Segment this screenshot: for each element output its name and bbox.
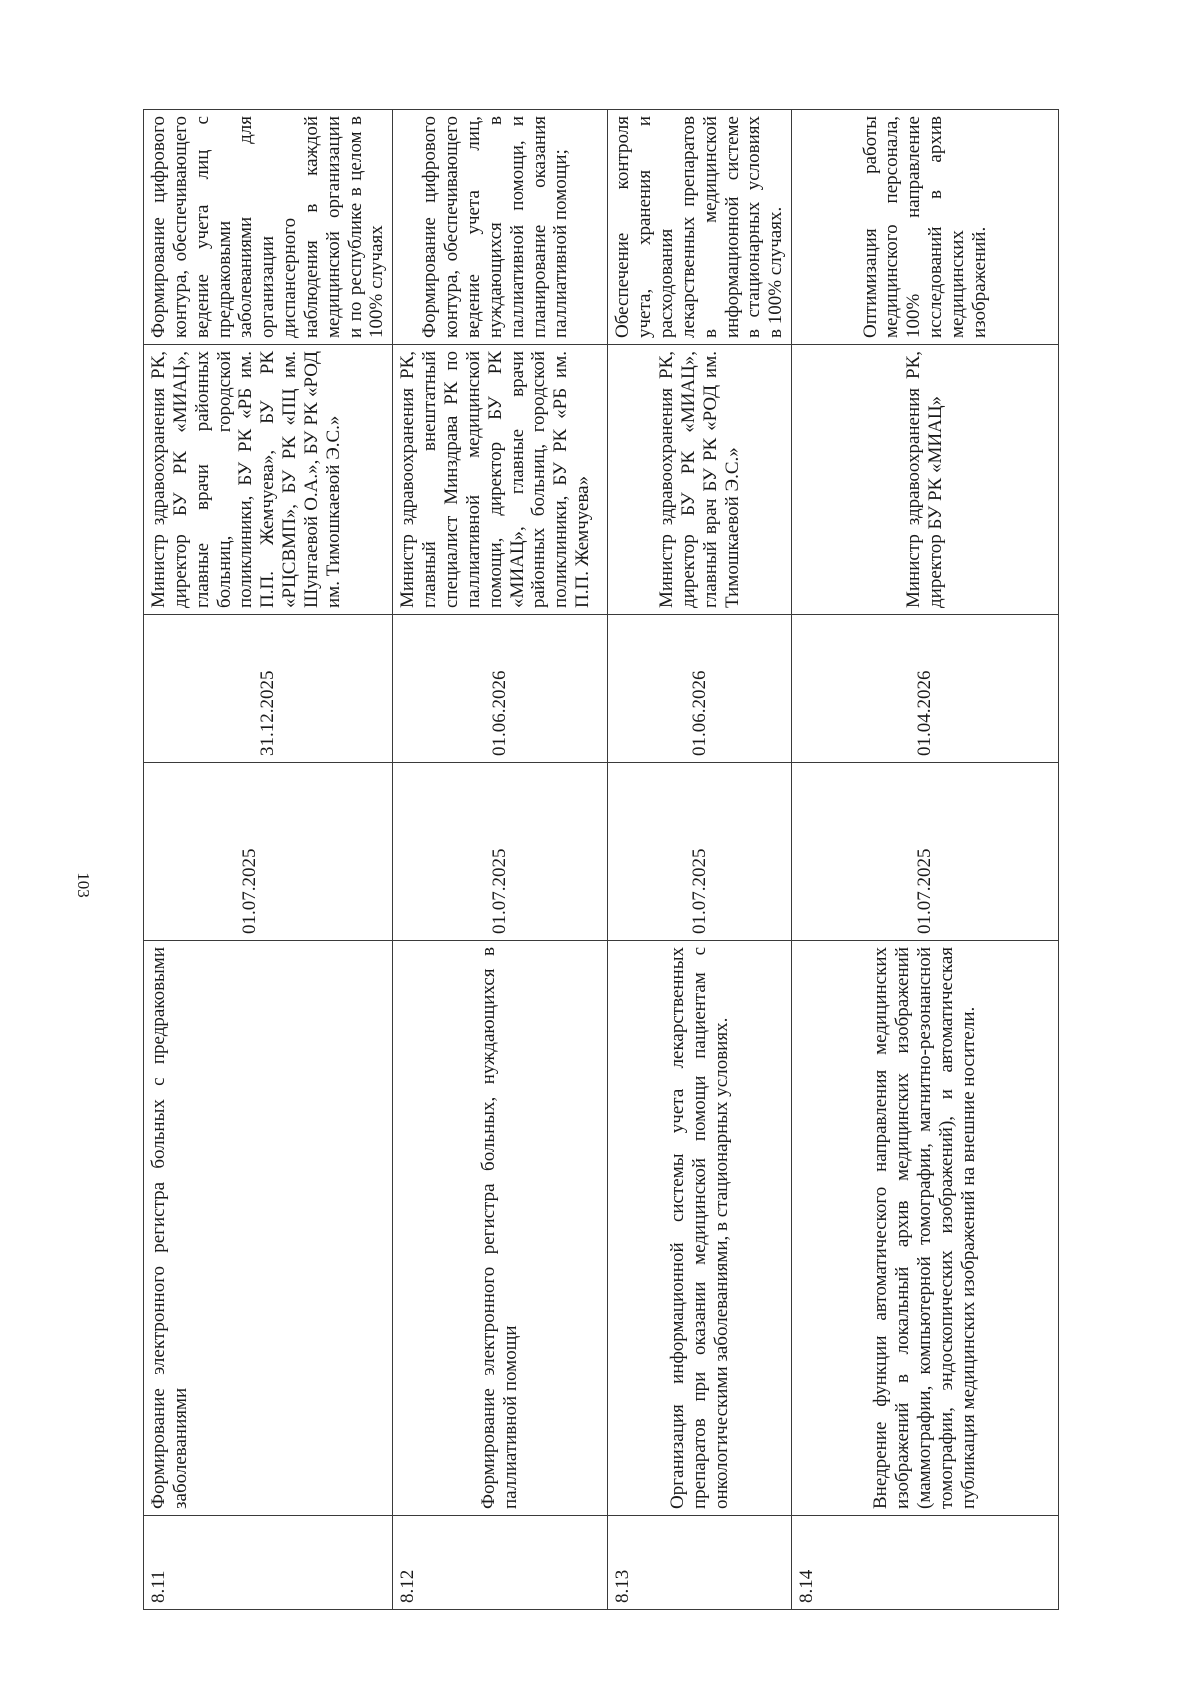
table-row xyxy=(144,110,393,1610)
row-number: 8.14 xyxy=(792,1516,1059,1610)
responsible-cell: Министр здравоохранения РК, директор БУ РК «МИАЦ» xyxy=(792,345,1059,615)
end-date-cell: 01.06.2026 xyxy=(608,615,792,763)
table-row xyxy=(393,110,608,1610)
end-date-cell: 01.04.2026 xyxy=(792,615,1059,763)
task-cell: Формирование электронного регистра больных с предраковыми заболеваниями xyxy=(144,941,393,1516)
rotated-table-container xyxy=(143,110,990,1610)
end-date-cell: 31.12.2025 xyxy=(144,615,393,763)
table-row xyxy=(792,110,1059,1610)
responsible-cell: Министр здравоохранения РК, директор БУ РК «МИАЦ», главный врач БУ РК «РОД им. Тимошкаевой Э.С.» xyxy=(608,345,792,615)
start-date-cell: 01.07.2025 xyxy=(144,763,393,941)
result-cell: Обеспечение контроля учета, хранения и расходования лекарственных препаратов в медицинской информационной системе в стационарных условиях в 100% случаях. xyxy=(608,110,792,345)
row-number: 8.11 xyxy=(144,1516,393,1610)
task-cell: Внедрение функции автоматического направления медицинских изображений в локальный архив медицинских изображений (маммографии, компьютерной томографии, магнитно-резонансной томографии, эндоскопических изображений), и автоматическая публикация медицинских изображений на внешние носители. xyxy=(792,941,1059,1516)
end-date-cell: 01.06.2026 xyxy=(393,615,608,763)
row-number: 8.12 xyxy=(393,1516,608,1610)
start-date-cell: 01.07.2025 xyxy=(792,763,1059,941)
table-row xyxy=(608,110,792,1610)
start-date-cell: 01.07.2025 xyxy=(393,763,608,941)
task-cell: Формирование электронного регистра больных, нуждающихся в паллиативной помощи xyxy=(393,941,608,1516)
task-cell: Организация информационной системы учета лекарственных препаратов при оказании медицинской помощи пациентам с онкологическими заболеваниями, в стационарных условиях. xyxy=(608,941,792,1516)
responsible-cell: Министр здравоохранения РК, директор БУ РК «МИАЦ», главные врачи районных больниц, городской поликлиники, БУ РК «РБ им. П.П. Жемчуева», БУ РК «РЦСВМП», БУ РК «ПЦ им. Шунгаевой О.А.», БУ РК «РОД им. Тимошкаевой Э.С.» xyxy=(144,345,393,615)
start-date-cell: 01.07.2025 xyxy=(608,763,792,941)
responsible-cell: Министр здравоохранения РК, главный внештатный специалист Минздрава РК по паллиативной медицинской помощи, директор БУ РК «МИАЦ», главные врачи районных больниц, городской поликлиники, БУ РК «РБ им. П.П. Жемчуева» xyxy=(393,345,608,615)
result-cell: Формирование цифрового контура, обеспечивающего ведение учета лиц, нуждающихся в паллиативной помощи, и планирование оказания паллиативной помощи; xyxy=(393,110,608,345)
row-number: 8.13 xyxy=(608,1516,792,1610)
result-cell: Формирование цифрового контура, обеспечивающего ведение учета лиц с предраковыми заболеваниями для организации диспансерного наблюдения в каждой медицинской организации и по республике в целом в 100% случаях xyxy=(144,110,393,345)
result-cell: Оптимизация работы медицинского персонала, 100% направление исследований в архив медицинских изображений. xyxy=(792,110,1059,345)
page-number: 103 xyxy=(73,872,93,898)
measures-table xyxy=(143,109,1059,1610)
